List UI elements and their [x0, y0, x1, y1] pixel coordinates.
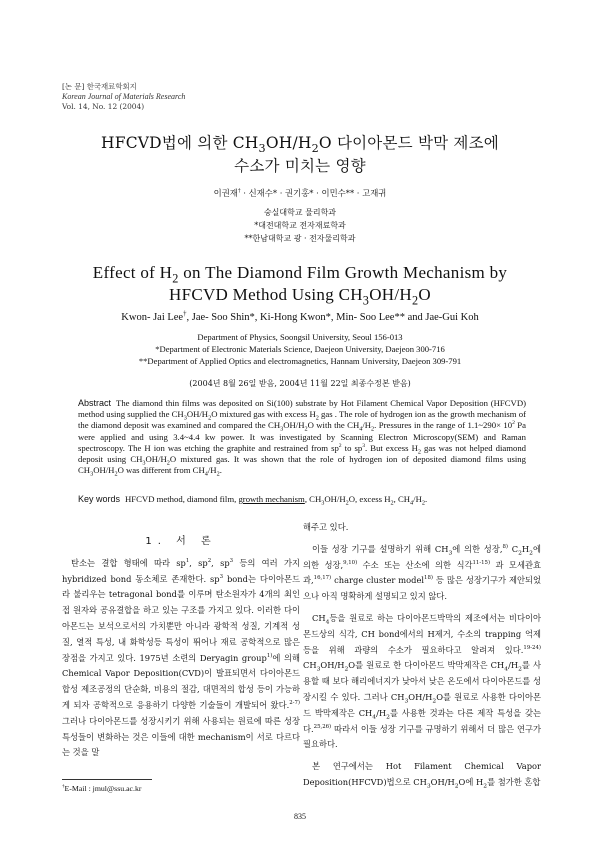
intro-paragraph-4: 본 연구에서는 Hot Filament Chemical Vapor Deposition(HFCVD)법으로 $CH_3OH/H_2O$에 $H_2$를 첨가한 혼합 — [303, 761, 541, 790]
right-column — [303, 520, 541, 791]
left-column — [62, 520, 300, 761]
journal-volume: Vol. 14, No. 12 (2004) — [62, 102, 145, 111]
keywords: Key words HFCVD method, diamond film, growth mechanism, $CH_3OH/H_2O$, excess $H_2$, $CH_4/H_2$. — [78, 494, 428, 507]
keywords-label: Key words — [78, 494, 121, 504]
intro-paragraph-2: 이들 성장 기구를 설명하기 위해 $CH_3$에 의한 성장,$^{8)}$ $C_2H_2$에 의한 성장,$^{9,10)}$ 수소 또는 산소에 의한 식각$^{11-15)}$ 과 모세관효과,$^{16,17)}$ charge cluster model$^{18)}$ 등 많은 성장기구가 제안되었으나 아직 명확하게 설명되고 있지 않다. — [303, 543, 542, 602]
received-dates: (2004년 8월 26일 받음, 2004년 11월 22일 최종수정본 받음) — [189, 379, 411, 388]
section-heading-introduction: 1. 서 론 — [145, 536, 217, 547]
intro-paragraph-continued: 해주고 있다. — [303, 522, 349, 532]
abstract-label: Abstract — [78, 398, 112, 408]
journal-name-ko: 한국재료학회지 — [86, 82, 137, 91]
title-korean: HFCVD법에 의한 $CH_3OH/H_2O$ 다이아몬드 박막 제조에 수소가 미치는 영향 — [101, 134, 499, 175]
footnote-email: †E-Mail : jmul@ssu.ac.kr — [62, 783, 142, 793]
title-english: Effect of $H_2$ on The Diamond Film Growth Mechanism by HFCVD Method Using $CH_3OH/H_2O$ — [92, 263, 508, 308]
authors-english: Kwon- Jai Lee†, Jae- Soo Shin*, Ki-Hong Kwon*, Min- Soo Lee** and Jae-Gui Koh — [121, 310, 479, 323]
authors-korean: 이권재† · 신재수* · 권기홍* · 이민수** · 고재귀 — [213, 188, 387, 198]
affiliations-english: Department of Physics, Soongsil University, Seoul 156-013 *Department of Electronic Materials Science, Daejeon University, Daejeon 300-716 **Department of Applied Optics and electromagnetics, Hannam University, Daejeon 309-791 — [138, 332, 462, 366]
page-number: 835 — [294, 812, 306, 821]
article-type-tag: [논 문] — [62, 82, 85, 91]
intro-paragraph-3: $CH_4$등을 원료로 하는 다이아몬드박막의 제조에서는 비다이아몬드상의 식각, CH bond에서의 H제거, 수소의 trapping 억제 등을 위해 과량의 수소가 필요하다고 알려져 있다.$^{19-24)}$ $CH_3OH/H_2O$를 원료로 한 다이아몬드 박막제작은 $CH_4/H_2$를 사용할 때 보다 해리에너지가 낮아서 낮은 온도에서 다이아몬드를 성장시킬 수 있다. 그러나 $CH_3OH/H_2O$를 원료로 사용한 다이아몬드 박막제작은 $CH_4/H_2$를 사용한 것과는 다른 제작 특성을 갖는다.$^{25,26)}$ 따라서 이들 성장 기구를 규명하기 위해서 더 많은 연구가 필요하다. — [303, 612, 542, 750]
footnote-divider — [62, 779, 152, 780]
journal-name-en: Korean Journal of Materials Research — [62, 92, 186, 101]
intro-paragraph-1: 탄소는 결합 형태에 따라 $sp^1$, $sp^2$, $sp^3$ 등의 여러 가지 hybridized bond 동소체로 존재한다. $sp^3$ bond는 다이아몬드라 불리우는 tetragonal bond를 이루며 탄소원자가 4개의 최인접 원자와 공유결합을 하고 있는 구조를 가지고 있다. 이러한 다이아몬드는 보석으로서의 가치뿐만 아니라 광학적 성질, 기계적 성질, 열적 특성, 내 화학성등 특성이 뛰어나 재료 공학적으로 많은 장점을 가지고 있다. 1975년 소련의 Deryagin group$^{1)}$에 의해 Chemical Vapor Deposition(CVD)이 발표되면서 다이아몬드 합성 제조공정의 단순화, 비용의 절감, 대면적의 합성 등이 가능하게 되자 공학적으로 응용하기 다양한 기술들이 개발되어 왔다.$^{2-7)}$ 그러나 다이아몬드를 성장시키기 위해 사용되는 원료에 따른 성장 특성들이 변화하는 것은 이들에 대한 mechanism이 서로 다르다는 것을 말 — [62, 557, 301, 758]
affiliations-korean: 숭실대학교 물리학과 *대전대학교 전자재료학과 **한남대학교 광 · 전자물리학과 — [244, 208, 356, 243]
abstract: Abstract The diamond thin films was deposited on Si(100) substrate by Hot Filament Chemical Vapor Deposition (HFCVD) method using supplied the $CH_3OH/H_2O$ mixtured gas with excess $H_2$ gas . The role of hydrogen ion as the growth mechanism of the diamond deposit was examined and compared the $CH_3OH/H_2O$ with the $CH_4/H_2$. Pressures in the range of 1.1~290× $10^2$ Pa were applied and using 3.4~4.4 kw power. It was investigated by Scanning Electron Microscopy(SEM) and Raman spectroscopy. The H ion was etching the graphite and restrained from $sp^2$ to $sp^3$. But excess $H_2$ gas was not helped diamond deposit using $CH_3OH/H_2O$ mixtured gas. It was shown that the role of hydrogen ion of deposited diamond films using $CH_3OH/H_2O$ was different from $CH_4/H_2$. — [78, 398, 527, 478]
journal-header — [62, 82, 185, 112]
